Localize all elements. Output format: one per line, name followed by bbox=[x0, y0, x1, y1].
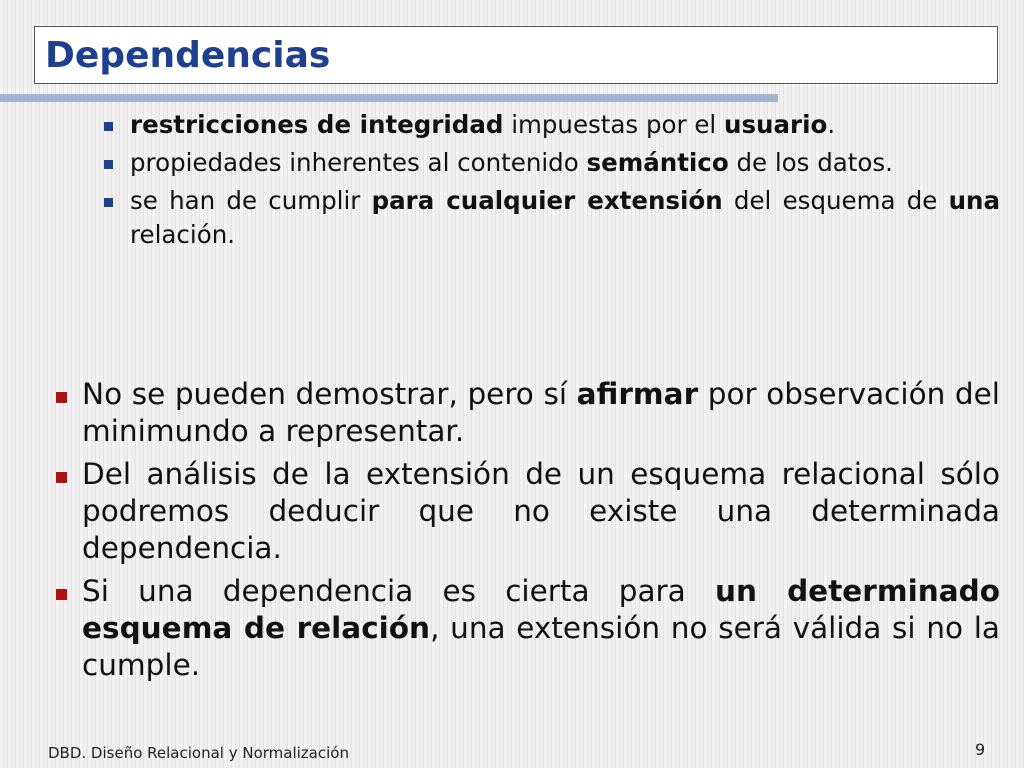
main-bullet-list bbox=[52, 376, 1000, 690]
text: del esquema de bbox=[722, 186, 949, 215]
main-bullet-item bbox=[52, 573, 1000, 684]
text: relación. bbox=[130, 220, 236, 249]
sub-bullet-item bbox=[98, 146, 1000, 180]
title-box bbox=[34, 26, 998, 84]
sub-bullet-list bbox=[98, 108, 1000, 256]
bold-text: usuario bbox=[724, 110, 828, 139]
square-bullet-icon bbox=[104, 122, 113, 131]
square-bullet-icon bbox=[56, 472, 67, 483]
main-bullet-item bbox=[52, 456, 1000, 567]
sub-bullet-item bbox=[98, 108, 1000, 142]
text: No se pueden demostrar, pero sí bbox=[82, 377, 577, 411]
square-bullet-icon bbox=[56, 392, 67, 403]
bold-text: para cualquier extensión bbox=[371, 186, 723, 215]
text: propiedades inherentes al contenido bbox=[130, 148, 587, 177]
bold-text: afirmar bbox=[576, 377, 699, 411]
text: impuestas por el bbox=[503, 110, 725, 139]
text: . bbox=[827, 110, 836, 139]
text: se han de cumplir bbox=[130, 186, 372, 215]
footer-text: DBD. Diseño Relacional y Normalización bbox=[48, 744, 349, 762]
text: Del análisis de la extensión de un esquema relacional sólo podremos deducir que no existe una determinada dependencia. bbox=[82, 457, 1000, 565]
bold-text: una bbox=[948, 186, 1000, 215]
text: Si una dependencia es cierta para bbox=[82, 574, 715, 608]
square-bullet-icon bbox=[104, 198, 113, 207]
title-accent-bar bbox=[0, 94, 778, 102]
bold-text: un determinado esquema de relación bbox=[82, 574, 1000, 645]
square-bullet-icon bbox=[104, 160, 113, 169]
text: , una extensión no será válida si no la cumple. bbox=[82, 611, 1000, 682]
page-number: 9 bbox=[975, 740, 986, 759]
bold-text: restricciones de integridad bbox=[130, 110, 504, 139]
text: por observación del minimundo a representar. bbox=[82, 377, 1000, 448]
slide-title: Dependencias bbox=[45, 35, 331, 76]
main-bullet-item bbox=[52, 376, 1000, 450]
bold-text: semántico bbox=[586, 148, 729, 177]
text: de los datos. bbox=[728, 148, 893, 177]
square-bullet-icon bbox=[56, 589, 67, 600]
sub-bullet-item bbox=[98, 184, 1000, 252]
